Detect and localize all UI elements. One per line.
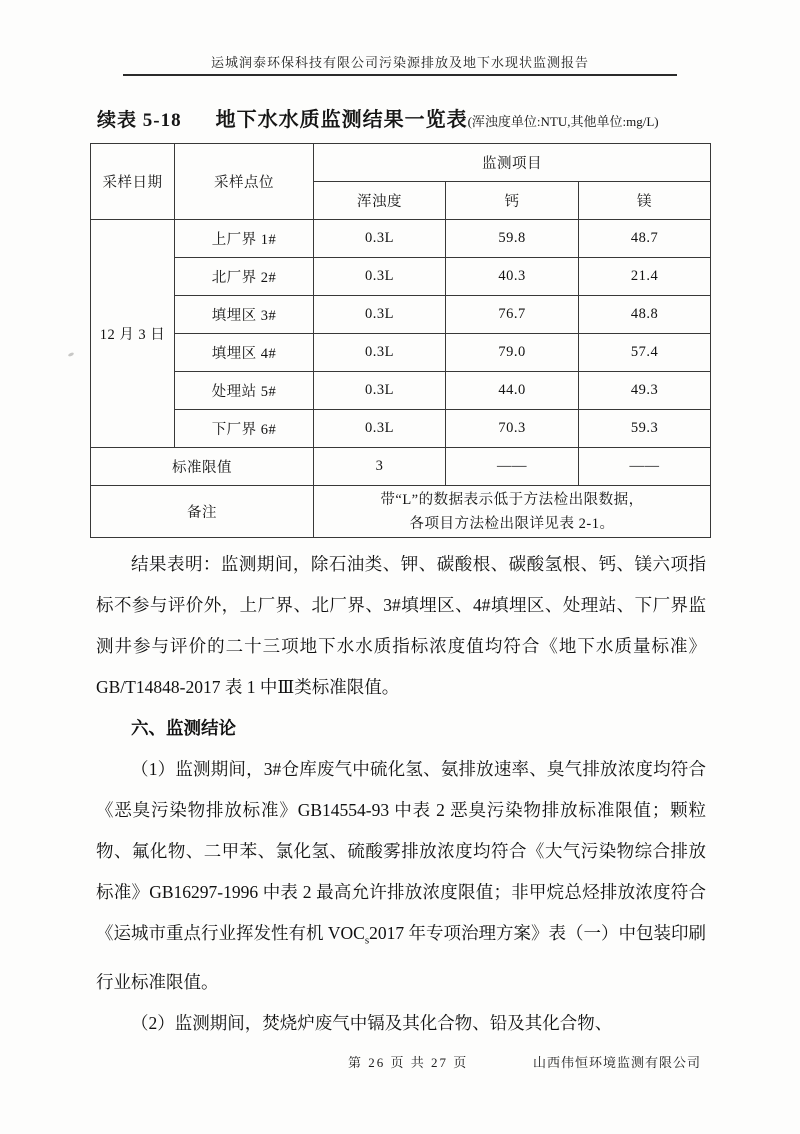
remark-line-2: 各项目方法检出限详见表 2-1。 — [409, 515, 615, 532]
cell-limit-calcium: —— — [446, 448, 579, 486]
cell-limit-turbidity: 3 — [314, 448, 446, 486]
table-row — [91, 410, 711, 448]
cell-point: 填埋区 4# — [175, 334, 314, 372]
paragraph-conclusion-2: （2）监测期间，焚烧炉废气中镉及其化合物、铅及其化合物、 — [131, 1012, 613, 1033]
header-cell-sample-point: 采样点位 — [175, 144, 314, 220]
cell-calcium: 44.0 — [446, 372, 579, 410]
table-row — [91, 296, 711, 334]
conclusion-1-text: （1）监测期间，3#仓库废气中硫化氢、氨排放速率、臭气排放浓度均符合《恶臭污染物排放标准》GB14554-93 中表 2 恶臭污染物排放标准限值；颗粒物、氟化物、二甲苯、氯化氢、硫酸雾排放浓度均符合《大气污染物综合排放标准》GB16297-1996 中表 2 最高允许排放浓度限值；非甲烷总烃排放浓度符合《运城市重点行业挥发性有机 VOC — [96, 759, 706, 943]
table-row — [91, 220, 711, 258]
cell-point: 填埋区 3# — [175, 296, 314, 334]
header-cell-monitoring-items: 监测项目 — [314, 144, 711, 182]
cell-calcium: 59.8 — [446, 220, 579, 258]
cell-turbidity: 0.3L — [314, 334, 446, 372]
header-cell-turbidity: 浑浊度 — [314, 182, 446, 220]
table-row — [91, 258, 711, 296]
cell-turbidity: 0.3L — [314, 410, 446, 448]
section-heading-conclusion: 六、监测结论 — [131, 718, 236, 738]
cell-sample-date: 12 月 3 日 — [91, 220, 175, 448]
body-text — [96, 544, 706, 1044]
scan-artifact — [68, 352, 75, 357]
cell-limit-magnesium: —— — [579, 448, 711, 486]
cell-turbidity: 0.3L — [314, 372, 446, 410]
cell-calcium: 70.3 — [446, 410, 579, 448]
cell-remark-label: 备注 — [91, 486, 314, 538]
table-row — [91, 372, 711, 410]
cell-remark-content — [314, 486, 711, 538]
footer-company-name: 山西伟恒环境监测有限公司 — [533, 1055, 702, 1070]
paragraph-results: 结果表明：监测期间，除石油类、钾、碳酸根、碳酸氢根、钙、镁六项指标不参与评价外，上厂界、北厂界、3#填埋区、4#填埋区、处理站、下厂界监测井参与评价的二十三项地下水水质指标浓度值均符合《地下水质量标准》GB/T14848-2017 表 1 中Ⅲ类标准限值。 — [96, 554, 706, 697]
table-row — [91, 334, 711, 372]
cell-point: 下厂界 6# — [175, 410, 314, 448]
cell-calcium: 76.7 — [446, 296, 579, 334]
cell-calcium: 40.3 — [446, 258, 579, 296]
cell-magnesium: 21.4 — [579, 258, 711, 296]
table-header-row-1 — [91, 144, 711, 182]
monitoring-results-table — [90, 143, 711, 538]
paragraph-conclusion-1 — [96, 749, 706, 1003]
cell-point: 上厂界 1# — [175, 220, 314, 258]
table-caption-units: (浑浊度单位:NTU,其他单位:mg/L) — [467, 114, 659, 129]
header-cell-sample-date: 采样日期 — [91, 144, 175, 220]
cell-magnesium: 48.7 — [579, 220, 711, 258]
header-cell-calcium: 钙 — [446, 182, 579, 220]
cell-calcium: 79.0 — [446, 334, 579, 372]
cell-magnesium: 48.8 — [579, 296, 711, 334]
table-caption-number: 续表 5-18 — [97, 110, 182, 131]
cell-turbidity: 0.3L — [314, 258, 446, 296]
cell-turbidity: 0.3L — [314, 296, 446, 334]
table-caption — [97, 103, 707, 132]
header-rule — [123, 74, 677, 76]
voc-subscript: s — [364, 934, 370, 947]
remark-row — [91, 486, 711, 538]
running-header: 运城润泰环保科技有限公司污染源排放及地下水现状监测报告 — [210, 55, 589, 70]
cell-turbidity: 0.3L — [314, 220, 446, 258]
remark-line-1: 带“L”的数据表示低于方法检出限数据， — [380, 491, 644, 508]
cell-magnesium: 49.3 — [579, 372, 711, 410]
cell-magnesium: 59.3 — [579, 410, 711, 448]
page-number: 第 26 页 共 27 页 — [348, 1055, 469, 1070]
standard-limit-row — [91, 448, 711, 486]
cell-point: 处理站 5# — [175, 372, 314, 410]
cell-limit-label: 标准限值 — [91, 448, 314, 486]
table-caption-title: 地下水水质监测结果一览表 — [215, 109, 468, 131]
cell-point: 北厂界 2# — [175, 258, 314, 296]
cell-magnesium: 57.4 — [579, 334, 711, 372]
header-cell-magnesium: 镁 — [579, 182, 711, 220]
conclusion-1-text-cont: 2017 年专项治理方案》表（一）中包装印刷行业标准限值。 — [96, 923, 707, 992]
